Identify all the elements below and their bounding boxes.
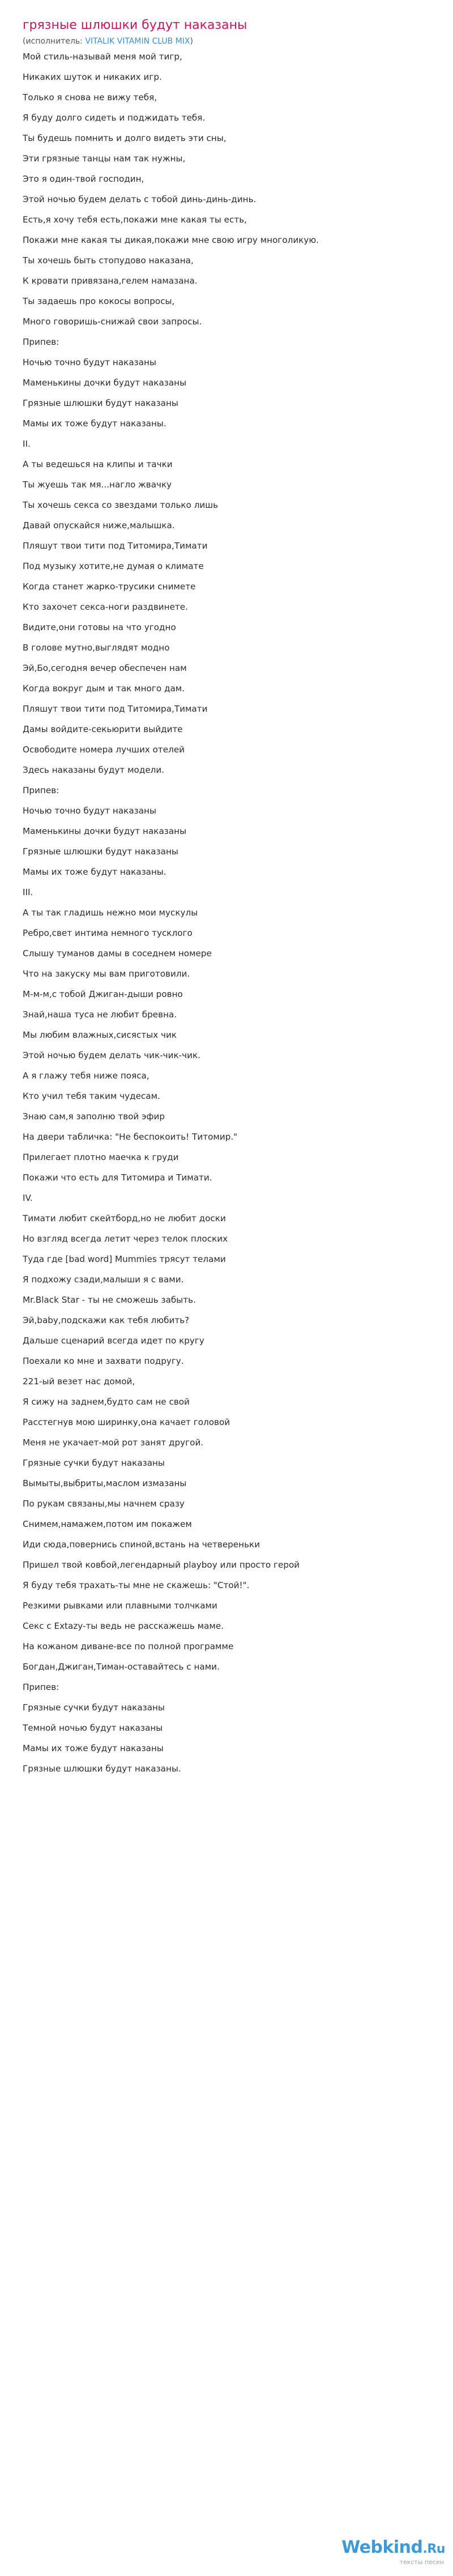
lyric-line: Мамы их тоже будут наказаны. <box>23 867 166 877</box>
lyric-line: Когда вокруг дым и так много дам. <box>23 683 185 694</box>
lyric-line: На кожаном диване-все по полной программе <box>23 1641 234 1651</box>
lyric-line: М-м-м,с тобой Джиган-дыши ровно <box>23 989 183 999</box>
lyric-line: Грязные шлюшки будут наказаны <box>23 846 178 857</box>
lyric-line: Грязные шлюшки будут наказаны. <box>23 1764 181 1774</box>
lyric-line: Ты будешь помнить и долго видеть эти сны, <box>23 133 226 143</box>
lyric-line: Пляшут твои тити под Титомира,Тимати <box>23 704 208 714</box>
lyric-line: Темной ночью будут наказаны <box>23 1723 163 1733</box>
lyric-line: Грязные сучки будут наказаны <box>23 1458 165 1468</box>
logo-suffix-text: .Ru <box>422 2542 445 2556</box>
lyric-line: Эй,baby,подскажи как тебя любить? <box>23 1315 190 1325</box>
lyric-line: Резкими рывками или плавными толчками <box>23 1601 217 1611</box>
lyric-line: А ты ведешься на клипы и тачки <box>23 459 173 469</box>
lyric-line: Припев: <box>23 337 59 347</box>
lyric-line: Эти грязные танцы нам так нужны, <box>23 153 186 164</box>
lyric-line: Мы любим влажных,сисястых чик <box>23 1030 177 1040</box>
performer-link[interactable]: VITALIK VITAMIN CLUB MIX <box>85 37 190 46</box>
site-logo[interactable] <box>341 2539 445 2566</box>
lyric-line: Я буду тебя трахать-ты мне не скажешь: "Стой!". <box>23 1580 250 1590</box>
lyric-line: Маменькины дочки будут наказаны <box>23 378 187 388</box>
lyric-line: Знай,наша туса не любит бревна. <box>23 1009 177 1020</box>
lyric-line: Что на закуску мы вам приготовили. <box>23 969 190 979</box>
performer-suffix: ) <box>190 37 193 46</box>
lyric-line: Слышу туманов дамы в соседнем номере <box>23 948 212 958</box>
logo-tagline: тексты песен <box>399 2558 444 2566</box>
lyric-line: Припев: <box>23 1682 59 1692</box>
lyric-line: Ночью точно будут наказаны <box>23 357 156 367</box>
lyric-line: В голове мутно,выглядят модно <box>23 643 170 653</box>
lyric-line: Снимем,намажем,потом им покажем <box>23 1519 192 1529</box>
lyric-line: Дамы войдите-секьюрити выйдите <box>23 724 183 734</box>
lyric-line: Mr.Black Star - ты не сможешь забыть. <box>23 1295 196 1305</box>
logo-main-text: Webkind <box>341 2538 423 2557</box>
lyric-line: Под музыку хотите,не думая о климате <box>23 561 204 571</box>
lyric-line: Этой ночью будем делать чик-чик-чик. <box>23 1050 201 1060</box>
lyric-line: Много говоришь-снижай свои запросы. <box>23 316 202 327</box>
lyric-line: Маменькины дочки будут наказаны <box>23 826 187 836</box>
lyric-line: Ты хочешь быть стопудово наказана, <box>23 255 194 266</box>
lyric-line: Иди сюда,повернись спиной,встань на четвереньки <box>23 1539 260 1550</box>
lyric-line: Это я один-твой господин, <box>23 174 144 184</box>
lyric-line: Мой стиль-называй меня мой тигр, <box>23 52 182 62</box>
lyric-line: Видите,они готовы на что угодно <box>23 622 176 632</box>
lyric-line: А ты так гладишь нежно мои мускулы <box>23 908 198 918</box>
lyric-line: Грязные шлюшки будут наказаны <box>23 398 178 408</box>
lyric-line: Покажи мне какая ты дикая,покажи мне свою игру многоликую. <box>23 235 319 245</box>
lyric-line: На двери табличка: "Не беспокоить! Титомир." <box>23 1132 238 1142</box>
lyric-line: Ты задаешь про кокосы вопросы, <box>23 296 175 306</box>
lyric-line: По рукам связаны,мы начнем сразу <box>23 1499 185 1509</box>
lyric-line: Поехали ко мне и захвати подругу. <box>23 1356 184 1366</box>
lyric-line: Знаю сам,я заполню твой эфир <box>23 1111 165 1122</box>
lyric-line: Ночью точно будут наказаны <box>23 806 156 816</box>
lyric-line: Только я снова не вижу тебя, <box>23 92 157 102</box>
lyric-line: II. <box>23 439 31 449</box>
lyric-line: Кто учил тебя таким чудесам. <box>23 1091 160 1101</box>
lyric-line: Давай опускайся ниже,малышка. <box>23 520 175 530</box>
lyric-line: Есть,я хочу тебя есть,покажи мне какая ты есть, <box>23 215 247 225</box>
song-title: грязные шлюшки будут наказаны <box>23 18 247 32</box>
lyric-line: Дальше сценарий всегда идет по кругу <box>23 1336 204 1346</box>
lyric-line: Туда где [bad word] Mummies трясут телами <box>23 1254 226 1264</box>
lyric-line: А я глажу тебя ниже пояса, <box>23 1071 149 1081</box>
lyric-line: Когда станет жарко-трусики снимете <box>23 581 196 592</box>
lyric-line: Тимати любит скейтборд,но не любит доски <box>23 1213 226 1223</box>
lyric-line: Никаких шуток и никаких игр. <box>23 72 162 82</box>
lyric-line: IV. <box>23 1193 33 1203</box>
lyric-line: Я буду долго сидеть и поджидать тебя. <box>23 113 206 123</box>
lyric-line: Я подхожу сзади,малыши я с вами. <box>23 1274 184 1285</box>
lyric-line: Кто захочет секса-ноги раздвинете. <box>23 602 188 612</box>
performer-prefix: (исполнитель: <box>23 37 86 46</box>
lyric-line: Ты жуешь так мя...нагло жвачку <box>23 480 172 490</box>
lyrics-body <box>23 50 430 1775</box>
lyric-line: Мамы их тоже будут наказаны <box>23 1743 164 1753</box>
performer-line <box>23 35 430 48</box>
lyric-line: Я сижу на заднем,будто сам не свой <box>23 1397 190 1407</box>
lyric-line: Но взгляд всегда летит через телок плоских <box>23 1234 228 1244</box>
lyric-line: Этой ночью будем делать с тобой динь-динь-динь. <box>23 194 257 204</box>
lyric-line: 221-ый везет нас домой, <box>23 1376 135 1387</box>
lyric-line: Грязные сучки будут наказаны <box>23 1702 165 1713</box>
lyric-line: Припев: <box>23 785 59 795</box>
lyric-line: Меня не укачает-мой рот занят другой. <box>23 1437 204 1448</box>
lyric-line: Освободите номера лучших отелей <box>23 744 185 755</box>
lyric-line: Ребро,свет интима немного тусклого <box>23 928 193 938</box>
lyric-line: Мамы их тоже будут наказаны. <box>23 418 166 429</box>
lyric-line: Ты хочешь секса со звездами только лишь <box>23 500 219 510</box>
lyric-line: К кровати привязана,гелем намазана. <box>23 276 198 286</box>
lyric-line: Вымыты,выбриты,маслом измазаны <box>23 1478 187 1488</box>
lyric-line: Расстегнув мою ширинку,она качает головой <box>23 1417 230 1427</box>
lyric-line: Здесь наказаны будут модели. <box>23 765 165 775</box>
lyric-line: Прилегает плотно маечка к груди <box>23 1152 179 1162</box>
lyric-line: Пришел твой ковбой,легендарный playboy или просто герой <box>23 1560 300 1570</box>
logo-wordmark <box>341 2539 445 2558</box>
lyric-line: Эй,Бо,сегодня вечер обеспечен нам <box>23 663 187 673</box>
lyric-line: III. <box>23 887 33 897</box>
lyric-line: Покажи что есть для Титомира и Тимати. <box>23 1173 212 1183</box>
lyric-line: Секс с Extazy-ты ведь не расскажешь маме. <box>23 1621 224 1631</box>
lyric-line: Пляшут твои тити под Титомира,Тимати <box>23 541 208 551</box>
lyric-line: Богдан,Джиган,Тиман-оставайтесь с нами. <box>23 1662 220 1672</box>
